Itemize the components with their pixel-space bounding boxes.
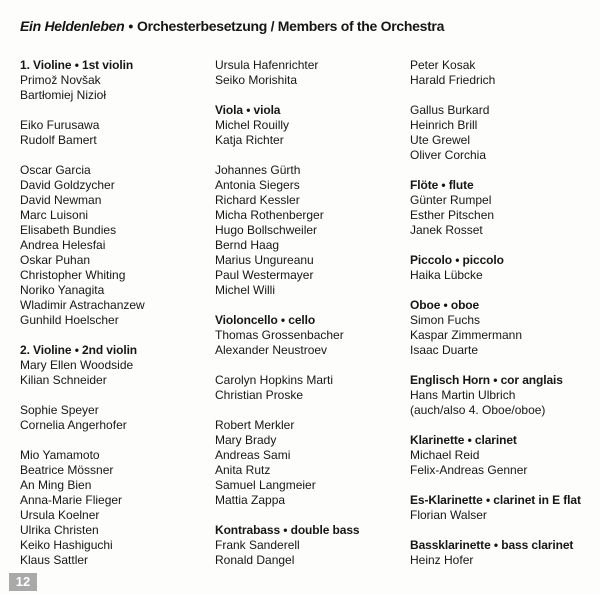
member-name: Felix-Andreas Genner (410, 463, 528, 477)
section-heading: Flöte • flute (410, 178, 474, 192)
column-1 (20, 58, 205, 568)
instrument-section (410, 433, 595, 478)
section-heading: Bassklarinette • bass clarinet (410, 538, 574, 552)
member-name: Isaac Duarte (410, 343, 479, 357)
member-name: Günter Rumpel (410, 193, 492, 207)
instrument-section (20, 343, 205, 388)
member-name: Ursula Koelner (20, 508, 100, 522)
member-name: Michel Rouilly (215, 118, 290, 132)
member-name: Eiko Furusawa (20, 118, 100, 132)
member-name: Hans Martin Ulbrich (410, 388, 516, 402)
instrument-section (410, 253, 595, 283)
member-name: Frank Sanderell (215, 538, 300, 552)
member-group (20, 118, 205, 148)
member-name: Ute Grewel (410, 133, 471, 147)
member-name: Keiko Hashiguchi (20, 538, 113, 552)
member-name: (auch/also 4. Oboe/oboe) (410, 403, 546, 417)
member-group (20, 448, 205, 568)
member-name: Klaus Sattler (20, 553, 89, 567)
member-name: Carolyn Hopkins Marti (215, 373, 334, 387)
member-name: Elisabeth Bundies (20, 223, 117, 237)
section-heading: Violoncello • cello (215, 313, 316, 327)
section-heading: 2. Violine • 2nd violin (20, 343, 138, 357)
member-group (215, 418, 400, 508)
instrument-section (410, 178, 595, 238)
member-name: Katja Richter (215, 133, 284, 147)
member-name: Simon Fuchs (410, 313, 481, 327)
member-name: Mattia Zappa (215, 493, 286, 507)
member-name: Esther Pitschen (410, 208, 495, 222)
member-name: Ursula Hafenrichter (215, 58, 319, 72)
member-name: Anita Rutz (215, 463, 271, 477)
member-name: Michael Reid (410, 448, 480, 462)
instrument-section (215, 313, 400, 358)
page-title (20, 17, 444, 35)
member-name: Micha Rothenberger (215, 208, 324, 222)
member-name: David Newman (20, 193, 102, 207)
member-group (410, 103, 595, 163)
member-name: Sophie Speyer (20, 403, 99, 417)
section-heading: 1. Violine • 1st violin (20, 58, 134, 72)
section-heading: Klarinette • clarinet (410, 433, 517, 447)
member-name: Bartłomiej Nizioł (20, 88, 107, 102)
member-name: Haika Lübcke (410, 268, 483, 282)
member-name: Johannes Gürth (215, 163, 301, 177)
member-name: Seiko Morishita (215, 73, 298, 87)
section-heading: Kontrabass • double bass (215, 523, 360, 537)
section-heading: Englisch Horn • cor anglais (410, 373, 563, 387)
column-3 (410, 58, 595, 568)
member-name: Andreas Sami (215, 448, 291, 462)
member-name: Gunhild Hoelscher (20, 313, 119, 327)
member-name: Mary Brady (215, 433, 277, 447)
member-name: Marc Luisoni (20, 208, 89, 222)
instrument-section (410, 298, 595, 358)
member-name: Antonia Siegers (215, 178, 300, 192)
member-group (20, 403, 205, 433)
member-group (20, 163, 205, 328)
member-name: Bernd Haag (215, 238, 280, 252)
member-name: Hugo Bollschweiler (215, 223, 318, 237)
member-name: Andrea Helesfai (20, 238, 106, 252)
member-name: Ulrika Christen (20, 523, 99, 537)
member-name: Peter Kosak (410, 58, 476, 72)
page-subtitle: Orchesterbesetzung / Members of the Orchestra (137, 18, 445, 34)
member-name: Beatrice Mössner (20, 463, 114, 477)
member-name: Rudolf Bamert (20, 133, 97, 147)
section-heading: Es-Klarinette • clarinet in E flat (410, 493, 581, 507)
member-name: Alexander Neustroev (215, 343, 328, 357)
section-heading: Viola • viola (215, 103, 281, 117)
member-name: Primož Novšak (20, 73, 101, 87)
member-group (215, 163, 400, 298)
member-name: Mio Yamamoto (20, 448, 100, 462)
member-name: Thomas Grossenbacher (215, 328, 344, 342)
member-name: Janek Rosset (410, 223, 483, 237)
instrument-section (410, 373, 595, 418)
column-2 (215, 58, 400, 568)
member-name: Michel Willi (215, 283, 275, 297)
instrument-section (20, 58, 205, 103)
member-name: Marius Ungureanu (215, 253, 314, 267)
member-name: Heinz Hofer (410, 553, 474, 567)
member-name: Samuel Langmeier (215, 478, 316, 492)
instrument-section (215, 103, 400, 148)
instrument-section (410, 538, 595, 568)
member-name: An Ming Bien (20, 478, 92, 492)
member-name: Mary Ellen Woodside (20, 358, 134, 372)
member-name: Ronald Dangel (215, 553, 295, 567)
member-name: Gallus Burkard (410, 103, 490, 117)
member-name: Cornelia Angerhofer (20, 418, 127, 432)
member-group (215, 58, 400, 88)
member-name: Heinrich Brill (410, 118, 478, 132)
member-name: Oskar Puhan (20, 253, 91, 267)
member-name: Anna-Marie Flieger (20, 493, 123, 507)
member-name: Oliver Corchia (410, 148, 487, 162)
title-separator: • (128, 18, 134, 34)
work-title: Ein Heldenleben (20, 18, 125, 34)
member-name: Kilian Schneider (20, 373, 107, 387)
member-name: Harald Friedrich (410, 73, 496, 87)
member-name: Paul Westermayer (215, 268, 314, 282)
section-heading: Oboe • oboe (410, 298, 480, 312)
member-group (410, 58, 595, 88)
section-heading: Piccolo • piccolo (410, 253, 504, 267)
member-name: Christian Proske (215, 388, 304, 402)
member-name: Richard Kessler (215, 193, 300, 207)
instrument-section (215, 523, 400, 568)
member-name: Noriko Yanagita (20, 283, 105, 297)
member-name: Florian Walser (410, 508, 487, 522)
member-group (215, 373, 400, 403)
page-number: 12 (9, 573, 37, 591)
member-name: Christopher Whiting (20, 268, 126, 282)
member-name: Robert Merkler (215, 418, 295, 432)
member-name: David Goldzycher (20, 178, 115, 192)
instrument-section (410, 493, 595, 523)
member-name: Wladimir Astrachanzew (20, 298, 145, 312)
member-name: Kaspar Zimmermann (410, 328, 523, 342)
member-name: Oscar Garcia (20, 163, 91, 177)
